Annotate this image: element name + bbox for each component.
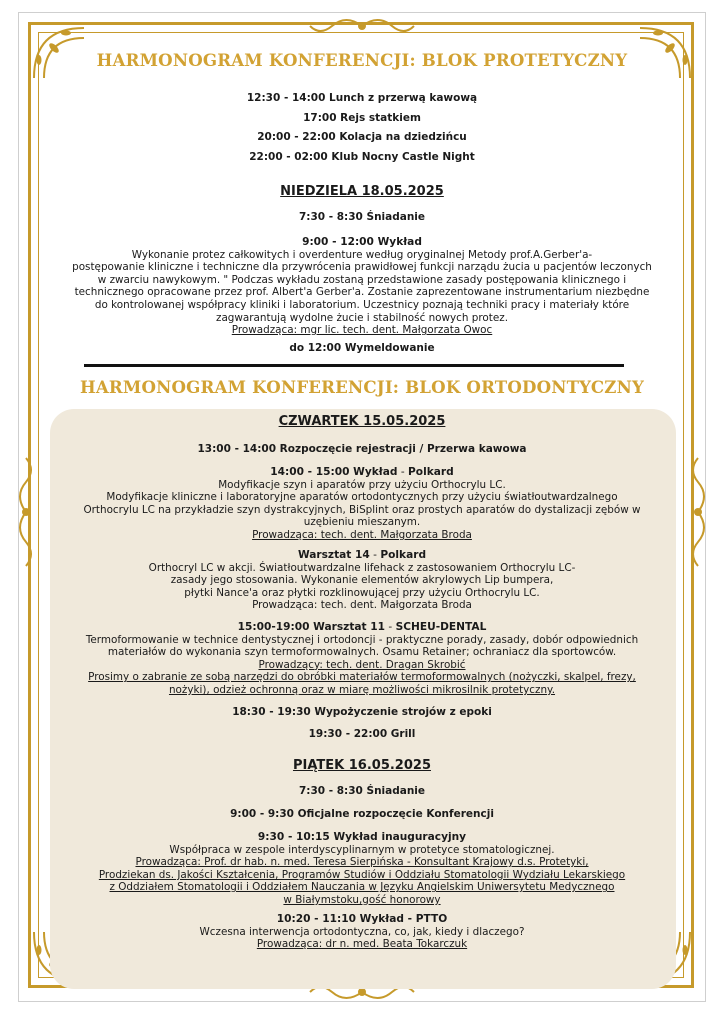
day-heading-friday: PIĄTEK 16.05.2025: [292, 758, 431, 773]
workshop-host: Prowadząca: tech. dent. Małgorzata Broda: [252, 599, 472, 612]
lecture-text-line: w zwarciu nawykowym. " Podczas wykładu zostaną przedstawione zasady postępowania klinicznego i: [97, 273, 627, 286]
lecture-host-line: Prodziekan ds. Jakości Kształcenia, Programów Studiów i Oddziału Stomatologii Wydziału Lekarskiego: [98, 868, 626, 881]
schedule-line: 22:00 - 02:00 Klub Nocny Castle Night: [249, 151, 475, 163]
lecture-text-line: Współpraca w zespole interdyscyplinarnym w protetyce stomatologicznej.: [169, 843, 555, 856]
lecture-host-line: Prowadząca: Prof. dr hab. n. med. Teresa Sierpińska - Konsultant Krajowy d.s. Protetyki,: [135, 856, 589, 869]
lecture-title: [40, 466, 684, 479]
thursday-lecture: [40, 466, 684, 542]
friday-breakfast: 7:30 - 8:30 Śniadanie: [298, 785, 426, 797]
lecture-title: 10:20 - 11:10 Wykład - PTTO: [276, 913, 448, 925]
friday-opening: 9:00 - 9:30 Oficjalne rozpoczęcie Konferencji: [230, 808, 494, 820]
lecture-host-line: z Oddziałem Stomatologii i Oddziałem Nauczania w Języku Angielskim Uniwersytetu Medycznego: [109, 881, 615, 894]
workshop-company: Polkard: [380, 549, 427, 561]
ortodontyczny-title: HARMONOGRAM KONFERENCJI: BLOK ORTODONTYCZNY: [79, 377, 645, 397]
sunday-lecture: [40, 236, 684, 337]
thursday-grill: 19:30 - 22:00 Grill: [308, 728, 416, 740]
workshop-text-line: płytki Nance'a oraz płytki rozklinowującej przy użyciu Orthocrylu LC.: [184, 586, 540, 599]
workshop-text-line: Orthocryl LC w akcji. Światłoutwardzalne lifehack z zastosowaniem Orthocrylu LC-: [148, 561, 576, 574]
schedule-line: 12:30 - 14:00 Lunch z przerwą kawową: [246, 92, 478, 104]
workshop-company: SCHEU-DENTAL: [395, 621, 487, 633]
lecture-host: Prowadząca: tech. dent. Małgorzata Broda: [252, 528, 472, 541]
thursday-costumes: 18:30 - 19:30 Wypożyczenie strojów z epoki: [232, 706, 492, 718]
lecture-text-line: Modyfikacje szyn i aparatów przy użyciu Orthocrylu LC.: [218, 478, 506, 491]
left-side-ornament-icon: [14, 452, 38, 572]
workshop-separator: -: [385, 621, 396, 633]
schedule-line: 17:00 Rejs statkiem: [303, 112, 421, 124]
lecture-text-line: Wykonanie protez całkowitych i overdenture według oryginalnej Metody prof.A.Gerber'a-: [131, 248, 593, 261]
lecture-text-line: zagwarantują wydolne żucie i stabilność nowych protez.: [215, 311, 509, 324]
thursday-registration: 13:00 - 14:00 Rozpoczęcie rejestracji / Przerwa kawowa: [197, 443, 527, 455]
workshop-name: 15:00-19:00 Warsztat 11: [237, 621, 386, 633]
friday-ptto-lecture: [40, 913, 684, 951]
lecture-host: Prowadząca: mgr lic. tech. dent. Małgorzata Owoc: [231, 324, 493, 337]
lecture-title: 9:00 - 12:00 Wykład: [302, 236, 422, 248]
lecture-text-line: technicznego opracowane przez prof. Albert'a Gerber'a. Zostanie zaprezentowane instrumentarium niezbędne: [74, 286, 650, 299]
workshop-note-line: Prosimy o zabranie ze sobą narzędzi do obróbki materiałów termoformowalnych (nożyczki, skalpel, frezy,: [88, 671, 636, 684]
lecture-text-line: Modyfikacje kliniczne i laboratoryjne aparatów ortodontycznych przy użyciu światłoutwardzalnego: [106, 491, 618, 504]
checkout-line: do 12:00 Wymeldowanie: [289, 342, 435, 354]
lecture-text-line: Orthocrylu LC na przykładzie szyn dystrakcyjnych, BiSplint oraz prostych aparatów do dystalizacji zębów w: [83, 503, 641, 516]
day-heading-sunday: NIEDZIELA 18.05.2025: [280, 184, 444, 199]
lecture-text-line: Wczesna interwencja ortodontyczna, co, jak, kiedy i dlaczego?: [199, 925, 525, 938]
lecture-company: Polkard: [408, 466, 454, 478]
lecture-host-line: w Białymstoku,gość honorowy: [283, 893, 441, 906]
workshop-text-line: materiałów do wykonania szyn termoformowalnych. Osamu Retainer; ochraniacz dla sportowców.: [107, 646, 617, 659]
workshop-name: Warsztat 14: [297, 549, 370, 561]
workshop-separator: -: [369, 549, 381, 561]
workshop-text-line: zasady jego stosowania. Wykonanie elementów akrylowych Lip bumpera,: [170, 574, 554, 587]
friday-inaugural-lecture: [40, 831, 684, 907]
workshop-title: [40, 549, 684, 562]
lecture-text-line: postępowanie kliniczne i techniczne dla przywrócenia prawidłowej funkcji narządu żucia u pacjentów leczonych: [72, 261, 652, 274]
lecture-host: Prowadząca: dr n. med. Beata Tokarczuk: [256, 938, 468, 951]
lecture-separator: -: [397, 466, 409, 478]
schedule-line: 20:00 - 22:00 Kolacja na dziedzińcu: [257, 131, 467, 143]
workshop-title: [40, 621, 684, 634]
section-divider: [84, 364, 624, 367]
lecture-time: 14:00 - 15:00 Wykład: [270, 466, 398, 478]
workshop-11: [40, 621, 684, 697]
lecture-title: 9:30 - 10:15 Wykład inauguracyjny: [257, 831, 467, 843]
top-center-ornament-icon: [306, 14, 418, 38]
day-heading-thursday: CZWARTEK 15.05.2025: [278, 414, 446, 429]
lecture-text-line: do kontrolowanej współpracy kliniki i laboratorium. Uczestnicy poznają techniki pracy i materiały które: [94, 298, 630, 311]
right-side-ornament-icon: [686, 452, 710, 572]
workshop-note-line: nożyki), odzież ochronną oraz w miarę możliwości mikrosilnik protetyczny.: [168, 683, 556, 696]
workshop-text-line: Termoformowanie w technice dentystycznej i ortodoncji - praktyczne porady, zasady, dobór odpowiednich: [85, 633, 639, 646]
workshop-14: [40, 549, 684, 612]
lecture-text-line: uzębieniu mieszanym.: [303, 516, 421, 529]
proteticzny-title: HARMONOGRAM KONFERENCJI: BLOK PROTETYCZNY: [96, 50, 628, 70]
workshop-host: Prowadzący: tech. dent. Dragan Skrobić: [258, 658, 466, 671]
sunday-breakfast: 7:30 - 8:30 Śniadanie: [298, 211, 426, 223]
